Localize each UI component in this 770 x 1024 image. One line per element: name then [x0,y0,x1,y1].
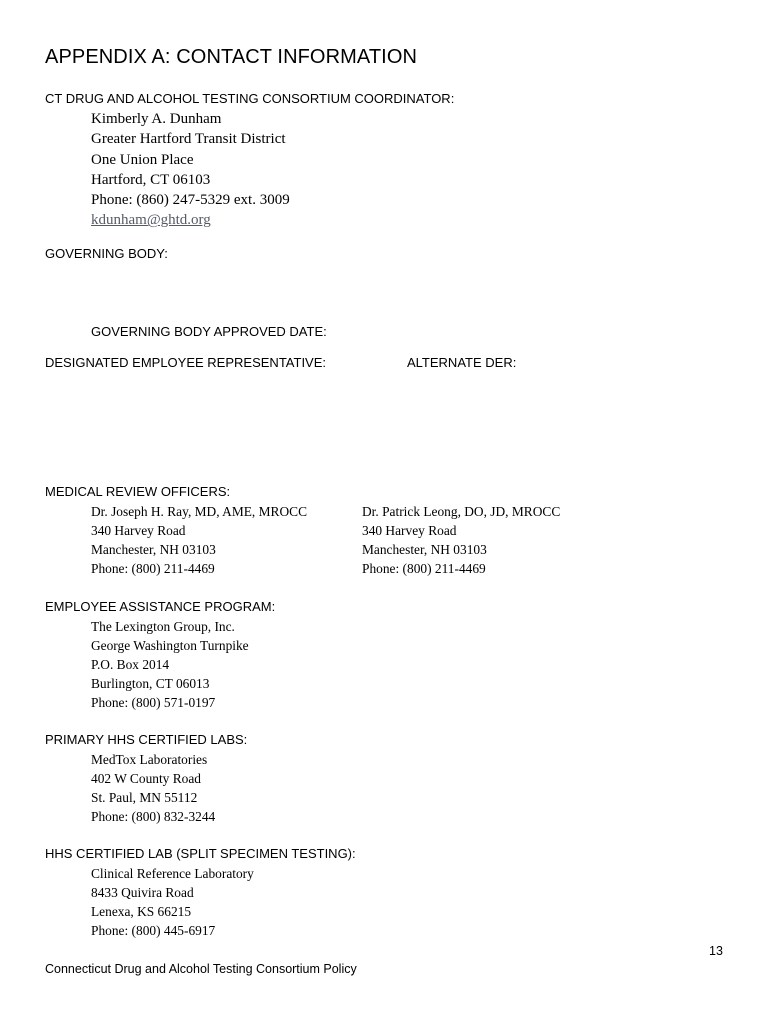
page-title: APPENDIX A: CONTACT INFORMATION [45,46,418,68]
phone-line: Phone: (800) 211-4469 [362,561,486,576]
address-line: 340 Harvey Road [91,523,186,538]
coordinator-address [91,109,290,231]
address-line: Lenexa, KS 66215 [91,904,192,919]
phone-line: Phone: (800) 445-6917 [91,923,216,938]
address-line: 340 Harvey Road [362,523,457,538]
address-line: Hartford, CT 06103 [91,171,211,188]
primary-lab-address [91,750,215,826]
address-line: Kimberly A. Dunham [91,111,222,127]
address-line: Greater Hartford Transit District [91,131,286,148]
org-name: Clinical Reference Laboratory [91,866,254,881]
mro-officer-2 [362,502,560,578]
address-line: Manchester, NH 03103 [91,542,216,557]
address-line: One Union Place [91,151,194,168]
mro-officer-1 [91,502,307,578]
officer-name: Dr. Patrick Leong, DO, JD, MROCC [362,504,561,519]
page-number: 13 [709,944,723,958]
governing-body-heading: GOVERNING BODY: [45,246,168,261]
coordinator-heading: CT DRUG AND ALCOHOL TESTING CONSORTIUM COORDINATOR: [45,91,455,106]
phone-line: Phone: (800) 832-3244 [91,809,216,824]
eap-heading: EMPLOYEE ASSISTANCE PROGRAM: [45,599,276,614]
governing-body-approved-date-label: GOVERNING BODY APPROVED DATE: [91,324,327,339]
eap-address [91,617,249,712]
phone-line: Phone: (800) 571-0197 [91,695,216,710]
phone-line: Phone: (800) 211-4469 [91,561,215,576]
address-line: St. Paul, MN 55112 [91,790,198,805]
address-line: P.O. Box 2014 [91,657,170,672]
phone-line: Phone: (860) 247-5329 ext. 3009 [91,192,290,209]
split-lab-address [91,864,254,940]
footer-text: Connecticut Drug and Alcohol Testing Consortium Policy [45,962,357,976]
split-lab-heading: HHS CERTIFIED LAB (SPLIT SPECIMEN TESTING): [45,846,356,861]
primary-labs-heading: PRIMARY HHS CERTIFIED LABS: [45,732,248,747]
address-line: 8433 Quivira Road [91,885,194,900]
address-line: George Washington Turnpike [91,638,249,653]
org-name: The Lexington Group, Inc. [91,619,235,634]
address-line: Manchester, NH 03103 [362,542,487,557]
address-line: Burlington, CT 06013 [91,676,210,691]
alternate-der-heading: ALTERNATE DER: [407,355,517,370]
der-heading: DESIGNATED EMPLOYEE REPRESENTATIVE: [45,355,327,370]
org-name: MedTox Laboratories [91,752,208,767]
officer-name: Dr. Joseph H. Ray, MD, AME, MROCC [91,504,308,519]
email-link[interactable]: kdunham@ghtd.org [91,212,211,229]
address-line: 402 W County Road [91,771,201,786]
mro-heading: MEDICAL REVIEW OFFICERS: [45,484,231,499]
